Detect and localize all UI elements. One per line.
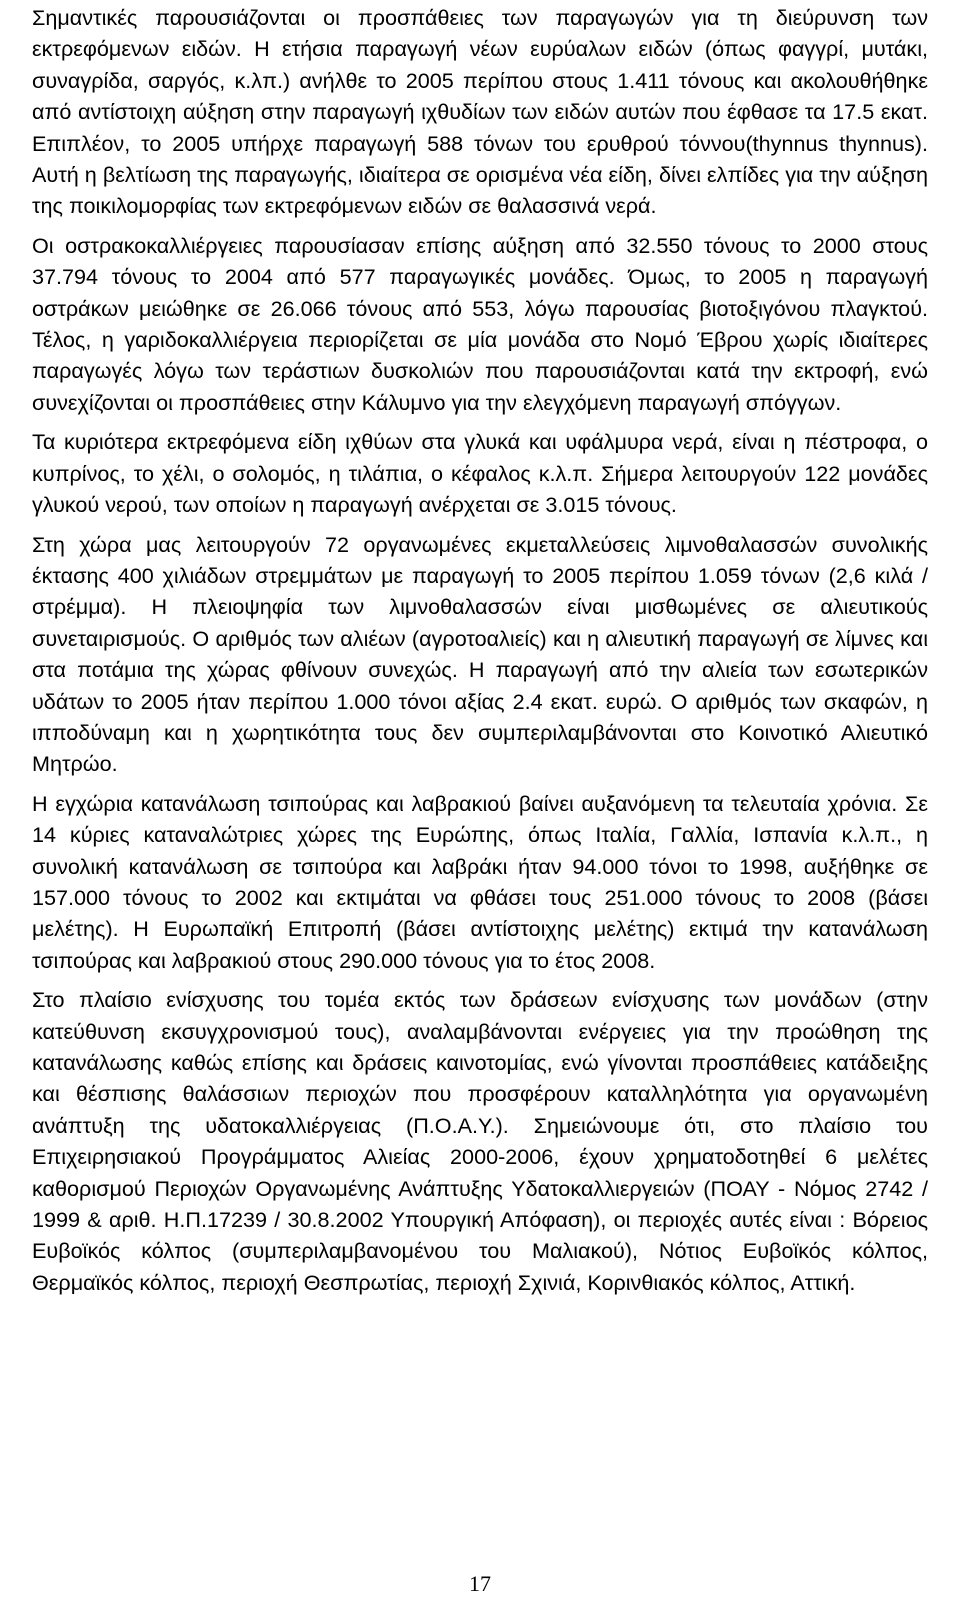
- document-body: [32, 2, 928, 1306]
- paragraph-lagoons: Στη χώρα μας λειτουργούν 72 οργανωμένες εκμεταλλεύσεις λιμνοθαλασσών συνολικής έκτασης 400 χιλιάδων στρεμμάτων με παραγωγή το 2005 περίπου 1.059 τόνων (2,6 κιλά / στρέμμα). Η πλειοψηφία των λιμνοθαλασσών είναι μισθωμένες σε αλιευτικούς συνεταιρισμούς. Ο αριθμός των αλιέων (αγροτοαλιείς) και η αλιευτική παραγωγή σε λίμνες και στα ποτάμια της χώρας φθίνουν συνεχώς. Η παραγωγή από την αλιεία των εσωτερικών υδάτων το 2005 ήταν περίπου 1.000 τόνοι αξίας 2.4 εκατ. ευρώ. Ο αριθμός των σκαφών, η ιπποδύναμη και η χωρητικότητα τους δεν συμπεριλαμβάνονται στο Κοινοτικό Αλιευτικό Μητρώο.: [32, 531, 928, 777]
- paragraph-support-measures: Στο πλαίσιο ενίσχυσης του τομέα εκτός των δράσεων ενίσχυσης των μονάδων (στην κατεύθυνση εκσυγχρονισμού τους), αναλαμβάνονται ενέργειες για την προώθηση της κατανάλωσης καθώς επίσης και δράσεις καινοτομίας, ενώ γίνονται προσπάθειες κατάδειξης και θέσπισης θαλάσσιων περιοχών που προσφέρουν καταλληλότητα για οργανωμένη ανάπτυξη της υδατοκαλλιέργειας (Π.Ο.Α.Υ.). Σημειώνουμε ότι, στο πλαίσιο του Επιχειρησιακού Προγράμματος Αλιείας 2000-2006, έχουν χρηματοδοτηθεί 6 μελέτες καθορισμού Περιοχών Οργανωμένης Ανάπτυξης Υδατοκαλλιεργειών (ΠΟΑΥ - Νόμος 2742 / 1999 & αριθ. Η.Π.17239 / 30.8.2002 Υπουργική Απόφαση), οι περιοχές αυτές είναι : Βόρειος Ευβοϊκός κόλπος (συμπεριλαμβανομένου του Μαλιακού), Νότιος Ευβοϊκός κόλπος, Θερμαϊκός κόλπος, περιοχή Θεσπρωτίας, περιοχή Σχινιά, Κορινθιακός κόλπος, Αττική.: [32, 987, 928, 1295]
- paragraph-freshwater-species: Τα κυριότερα εκτρεφόμενα είδη ιχθύων στα γλυκά και υφάλμυρα νερά, είναι η πέστροφα, ο κυπρίνος, το χέλι, ο σολομός, η τιλάπια, ο κέφαλος κ.λ.π. Σήμερα λειτουργούν 122 μονάδες γλυκού νερού, των οποίων η παραγωγή ανέρχεται σε 3.015 τόνους.: [32, 429, 928, 518]
- paragraph-consumption: Η εγχώρια κατανάλωση τσιπούρας και λαβρακιού βαίνει αυξανόμενη τα τελευταία χρόνια. Σε 14 κύριες καταναλώτριες χώρες της Ευρώπης, όπως Ιταλία, Γαλλία, Ισπανία κ.λ.π., η συνολική κατανάλωση σε τσιπούρα και λαβράκι ήταν 94.000 τόνοι το 1998, αυξήθηκε σε 157.000 τόνους το 2002 και εκτιμάται να φθάσει τους 251.000 τόνους το 2008 (βάσει μελέτης). Η Ευρωπαϊκή Επιτροπή (βάσει αντίστοιχης μελέτης) εκτιμά την κατανάλωση τσιπούρας και λαβρακιού στους 290.000 τόνους για το έτος 2008.: [32, 790, 928, 973]
- paragraph-shellfish: Οι οστρακοκαλλιέργειες παρουσίασαν επίσης αύξηση από 32.550 τόνους το 2000 στους 37.794 τόνους το 2004 από 577 παραγωγικές μονάδες. Όμως, το 2005 η παραγωγή οστράκων μειώθηκε σε 26.066 τόνους από 553, λόγω παρουσίας βιοτοξιγόνου πλαγκτού. Τέλος, η γαριδοκαλλιέργεια περιορίζεται σε μία μονάδα στο Νομό Έβρου χωρίς ιδιαίτερες παραγωγές λόγω των τεράστιων δυσκολιών που παρουσιάζονται κατά την εκτροφή, ενώ συνεχίζονται οι προσπάθειες στην Κάλυμνο για την ελεγχόμενη παραγωγή σπόγγων.: [32, 232, 928, 415]
- paragraph-new-species: Σημαντικές παρουσιάζονται οι προσπάθειες των παραγωγών για τη διεύρυνση των εκτρεφόμενων ειδών. Η ετήσια παραγωγή νέων ευρύαλων ειδών (όπως φαγγρί, μυτάκι, συναγρίδα, σαργός, κ.λπ.) ανήλθε το 2005 περίπου στους 1.411 τόνους και ακολουθήθηκε από αντίστοιχη αύξηση στην παραγωγή ιχθυδίων των ειδών αυτών που έφθασε τα 17.5 εκατ. Επιπλέον, το 2005 υπήρχε παραγωγή 588 τόνων του ερυθρού τόννου(thynnus thynnus). Αυτή η βελτίωση της παραγωγής, ιδιαίτερα σε ορισμένα νέα είδη, δίνει ελπίδες για την αύξηση της ποικιλομορφίας των εκτρεφόμενων ειδών σε θαλασσινά νερά.: [32, 5, 928, 219]
- page-number: 17: [469, 1571, 491, 1596]
